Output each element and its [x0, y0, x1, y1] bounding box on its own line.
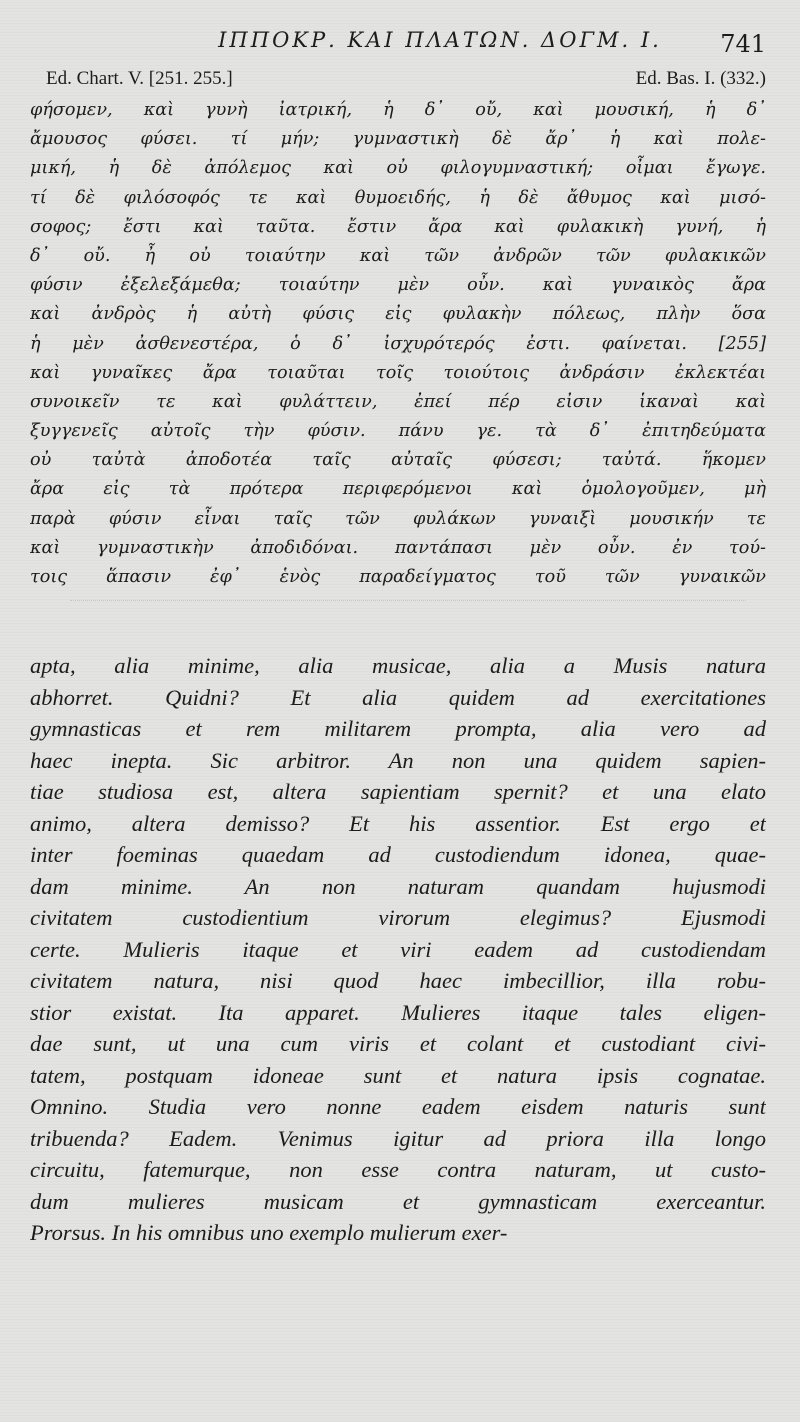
greek-line: τί δὲ φιλόσοφός τε καὶ θυμοειδής, ἡ δὲ ἄθυμος καὶ μισό-	[30, 187, 766, 208]
latin-line: tribuenda? Eadem. Venimus igitur ad priora illa longo	[30, 1125, 766, 1151]
latin-line: stior existat. Ita apparet. Mulieres itaque tales eligen-	[30, 999, 766, 1025]
latin-line: tatem, postquam idoneae sunt et natura ipsis cognatae.	[30, 1062, 766, 1088]
latin-line: dae sunt, ut una cum viris et colant et custodiant civi-	[30, 1031, 766, 1057]
greek-line: μική, ἡ δὲ ἀπόλεμος καὶ οὐ φιλογυμναστική; οἶμαι ἔγωγε.	[30, 158, 766, 179]
greek-text-block	[30, 96, 766, 592]
greek-line: παρὰ φύσιν εἶναι ταῖς τῶν φυλάκων γυναιξὶ μουσικήν τε	[30, 508, 766, 529]
edition-reference-line	[30, 68, 766, 96]
edition-basel-reference: Ed. Bas. I. (332.)	[635, 68, 766, 89]
latin-line: gymnasticas et rem militarem prompta, alia vero ad	[30, 716, 766, 742]
latin-line: tiae studiosa est, altera sapientiam spernit? et una elato	[30, 779, 766, 805]
running-title: ΙΠΠΟΚΡ. ΚΑΙ ΠΛΑΤΩΝ. ΔΟΓΜ. Ι.	[218, 28, 662, 52]
latin-line: Omnino. Studia vero nonne eadem eisdem naturis sunt	[30, 1094, 766, 1120]
section-gap	[30, 592, 766, 650]
latin-line: haec inepta. Sic arbitror. An non una quidem sapien-	[30, 747, 766, 773]
latin-line: Prorsus. In his omnibus uno exemplo mulierum exer-	[30, 1220, 508, 1246]
latin-line: certe. Mulieris itaque et viri eadem ad custodiendam	[30, 936, 766, 962]
latin-line: circuitu, fatemurque, non esse contra naturam, ut custo-	[30, 1157, 766, 1183]
latin-line: dum mulieres musicam et gymnasticam exerceantur.	[30, 1188, 766, 1214]
latin-line: inter foeminas quaedam ad custodiendum idonea, quae-	[30, 842, 766, 868]
bleed-through-divider	[70, 600, 746, 603]
greek-line: τοις ἅπασιν ἐφ᾽ ἑνὸς παραδείγματος τοῦ τῶν γυναικῶν	[30, 567, 766, 587]
edition-chartier-reference: Ed. Chart. V. [251. 255.]	[46, 68, 233, 89]
greek-line: ξυγγενεῖς αὐτοῖς τὴν φύσιν. πάνυ γε. τὰ δ᾽ ἐπιτηδεύματα	[30, 421, 766, 442]
greek-line: καὶ γυναῖκες ἄρα τοιαῦται τοῖς τοιούτοις ἀνδράσιν ἐκλεκτέαι	[30, 362, 766, 383]
latin-line: animo, altera demisso? Et his assentior. Est ergo et	[30, 810, 766, 836]
greek-line: δ᾽ οὔ. ἦ οὐ τοιαύτην καὶ τῶν ἀνδρῶν τῶν φυλακικῶν	[30, 245, 766, 266]
greek-line: συνοικεῖν τε καὶ φυλάττειν, ἐπεί πέρ εἰσιν ἱκαναὶ καὶ	[30, 391, 766, 412]
running-head	[30, 24, 766, 68]
latin-line: civitatem natura, nisi quod haec imbecillior, illa robu-	[30, 968, 766, 994]
latin-text-block	[30, 650, 766, 1249]
greek-line: φύσιν ἐξελεξάμεθα; τοιαύτην μὲν οὖν. καὶ γυναικὸς ἄρα	[30, 275, 766, 296]
greek-line: ἡ μὲν ἀσθενεστέρα, ὁ δ᾽ ἰσχυρότερός ἐστι. φαίνεται. [255]	[30, 333, 766, 354]
greek-line: καὶ ἀνδρὸς ἡ αὐτὴ φύσις εἰς φυλακὴν πόλεως, πλὴν ὅσα	[30, 304, 766, 325]
greek-line: φήσομεν, καὶ γυνὴ ἰατρική, ἡ δ᾽ οὔ, καὶ μουσική, ἡ δ᾽	[30, 100, 766, 120]
page-number: 741	[720, 30, 766, 58]
latin-line: civitatem custodientium virorum elegimus? Ejusmodi	[30, 905, 766, 931]
greek-line: καὶ γυμναστικὴν ἀποδιδόναι. παντάπασι μὲν οὖν. ἐν τού-	[30, 537, 766, 558]
greek-line: οὐ ταὐτὰ ἀποδοτέα ταῖς αὐταῖς φύσεσι; ταὐτά. ἥκομεν	[30, 450, 766, 471]
greek-line: ἄμουσος φύσει. τί μήν; γυμναστικὴ δὲ ἄρ᾽ ἡ καὶ πολε-	[30, 129, 766, 150]
latin-line: apta, alia minime, alia musicae, alia a Musis natura	[30, 653, 766, 679]
latin-line: dam minime. An non naturam quandam hujusmodi	[30, 873, 766, 899]
latin-line: abhorret. Quidni? Et alia quidem ad exercitationes	[30, 684, 766, 710]
greek-line: σοφος; ἔστι καὶ ταῦτα. ἔστιν ἄρα καὶ φυλακικὴ γυνή, ἡ	[30, 216, 766, 237]
greek-line: ἄρα εἰς τὰ πρότερα περιφερόμενοι καὶ ὁμολογοῦμεν, μὴ	[30, 479, 766, 500]
